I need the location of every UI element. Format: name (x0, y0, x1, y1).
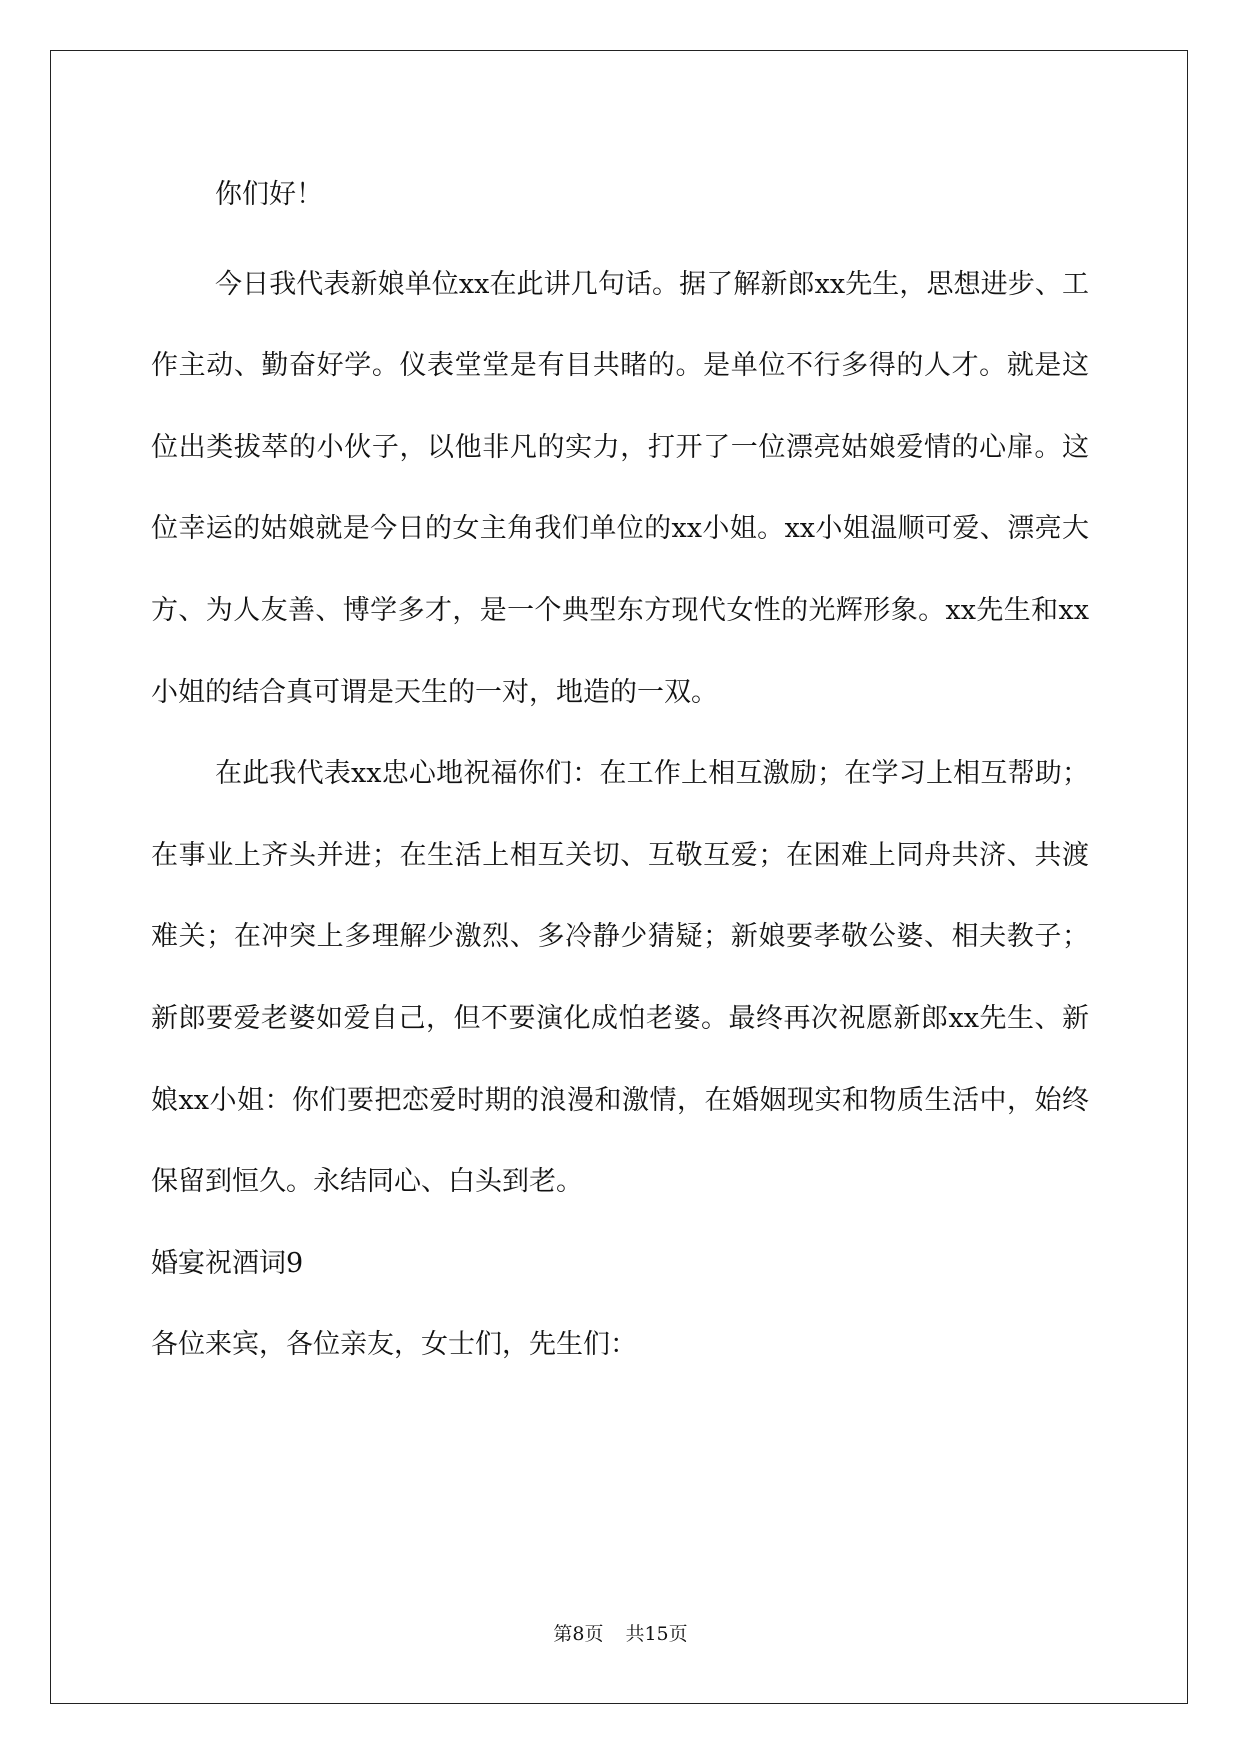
total-pages: 共15页 (625, 1623, 688, 1645)
opening-line: 各位来宾，各位亲友，女士们，先生们： (151, 1329, 637, 1361)
page-number: 第8页 (553, 1623, 604, 1645)
document-body (151, 162, 1089, 1386)
page-footer (0, 1622, 1241, 1646)
greeting-line: 你们好！ (215, 179, 323, 210)
body-paragraph-2: 在此我代表xx忠心地祝福你们：在工作上相互激励；在学习上相互帮助；在事业上齐头并进；在生活上相互关切、互敬互爱；在困难上同舟共济、共渡难关；在冲突上多理解少激烈、多冷静少猜疑；新娘要孝敬公婆、相夫教子；新郎要爱老婆如爱自己，但不要演化成怕老婆。最终再次祝愿新郎xx先生、新娘xx小姐：你们要把恋爱时期的浪漫和激情，在婚姻现实和物质生活中，始终保留到恒久。永结同心、白头到老。 (151, 758, 1089, 1198)
body-paragraph-1: 今日我代表新娘单位xx在此讲几句话。据了解新郎xx先生，思想进步、工作主动、勤奋好学。仪表堂堂是有目共睹的。是单位不行多得的人才。就是这位出类拔萃的小伙子，以他非凡的实力，打开了一位漂亮姑娘爱情的心扉。这位幸运的姑娘就是今日的女主角我们单位的xx小姐。xx小姐温顺可爱、漂亮大方、为人友善、博学多才，是一个典型东方现代女性的光辉形象。xx先生和xx小姐的结合真可谓是天生的一对，地造的一双。 (151, 268, 1089, 708)
section-title: 婚宴祝酒词9 (151, 1247, 304, 1279)
